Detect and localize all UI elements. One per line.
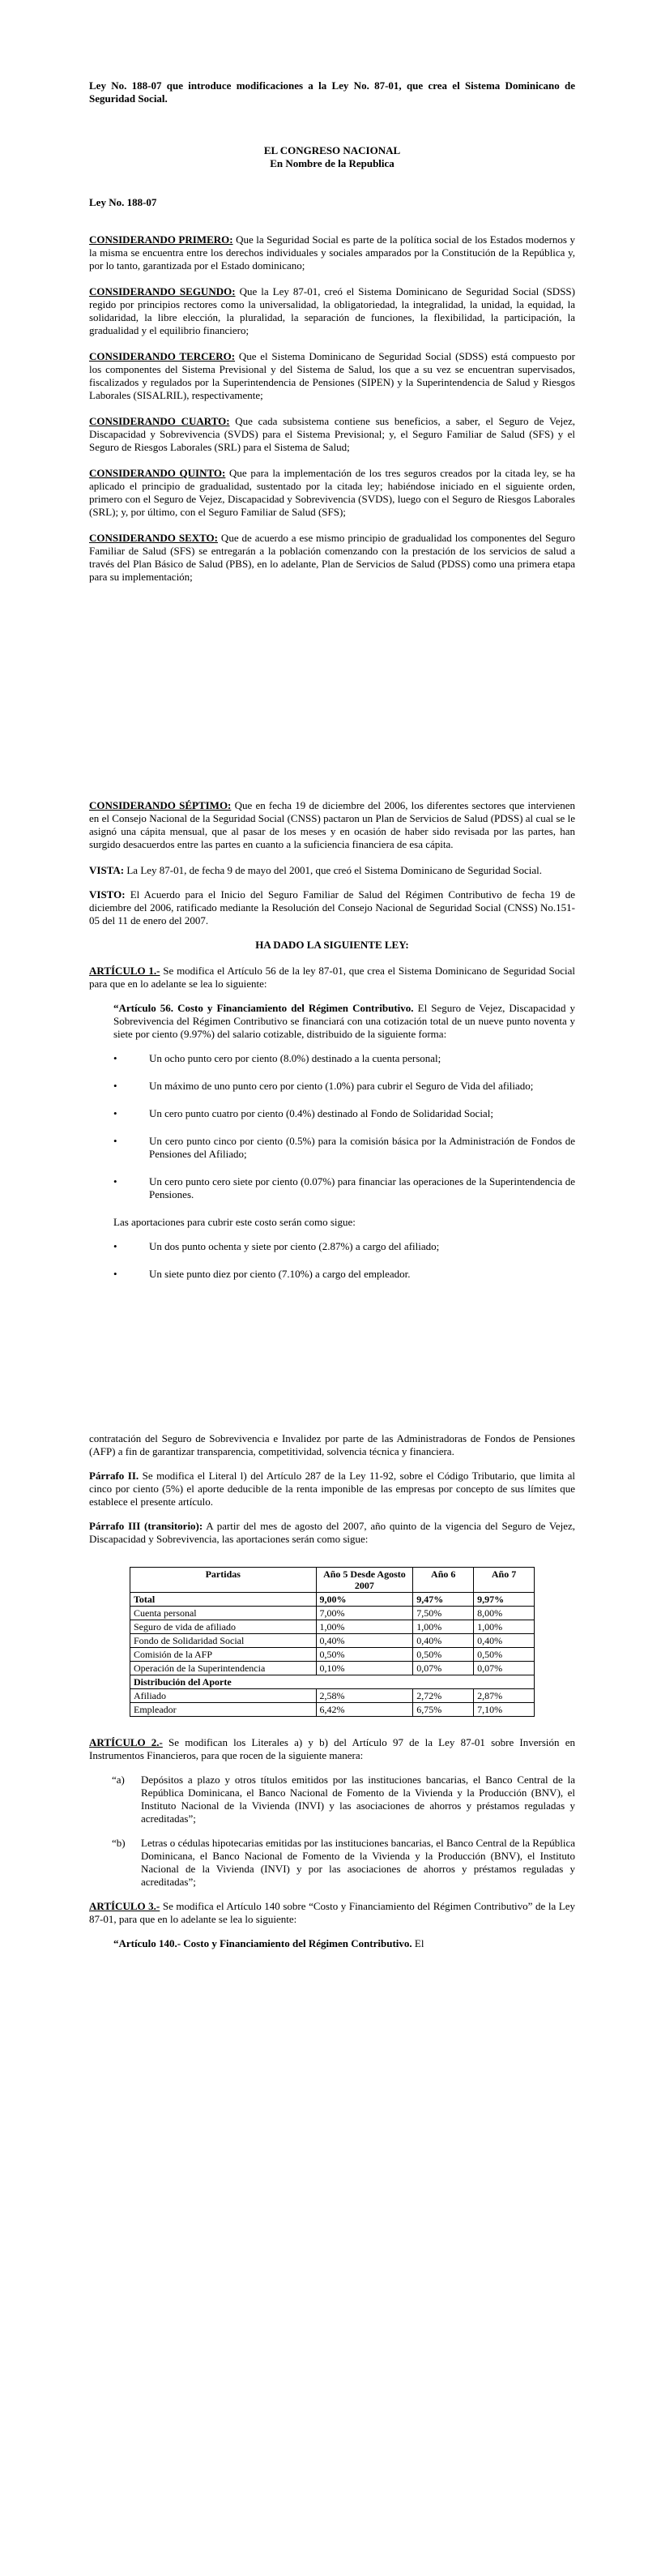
table-row: [130, 1607, 535, 1620]
considerando-sexto: [89, 532, 575, 584]
parrafo-2-text: Se modifica el Literal l) del Artículo 287 de la Ley 11-92, sobre el Código Tributario, que limita al cinco por ciento (5%) el aporte deducible de la renta imponible de las empresas por concepto de sus límites que establece el presente artículo.: [89, 1470, 576, 1508]
bullet-icon: •: [113, 1107, 117, 1119]
table-cell: Fondo de Solidaridad Social: [130, 1634, 317, 1648]
articulo-2: [89, 1736, 575, 1762]
table-cell: 2,87%: [474, 1689, 535, 1703]
articulo-56-quote: [113, 1002, 575, 1041]
distribution-list: [113, 1052, 575, 1201]
list-item-text: Un siete punto diez por ciento (7.10%) a cargo del empleador.: [149, 1268, 411, 1280]
parrafo-1-continuation: contratación del Seguro de Sobrevivencia e Invalidez por parte de las Administradoras de Fondos de Pensiones (AFP) a fin de garantizar transparencia, competitividad, solvencia técnica y financiera.: [89, 1432, 575, 1457]
considerando-label: CONSIDERANDO SÉPTIMO:: [89, 799, 232, 811]
articulo-2-text: Se modifican los Literales a) y b) del Artículo 97 de la Ley 87-01 sobre Inversión en Instrumentos Financieros, para que rocen de la siguiente manera:: [89, 1736, 575, 1761]
vista-text: La Ley 87-01, de fecha 9 de mayo del 2001, que creó el Sistema Dominicano de Seguridad Social.: [124, 864, 542, 876]
list-item-text: Un ocho punto cero por ciento (8.0%) destinado a la cuenta personal;: [149, 1052, 441, 1064]
table-cell: 2,58%: [316, 1689, 413, 1703]
vista-paragraph: [89, 864, 575, 877]
table-cell: Total: [130, 1593, 317, 1607]
table-cell: 0,07%: [413, 1662, 474, 1675]
considerando-primero: [89, 233, 575, 272]
table-section-row: [130, 1675, 535, 1689]
considerando-label: CONSIDERANDO SEGUNDO:: [89, 285, 236, 297]
table-cell: 9,47%: [413, 1593, 474, 1607]
considerando-text: Que la Seguridad Social es parte de la política social de los Estados modernos y la misma se encuentra entre los derechos individuales y sociales amparados por la Constitución de la República y, por lo tanto, garantizada por el Estado dominicano;: [89, 233, 575, 272]
considerando-segundo: [89, 285, 575, 337]
list-item-text: Un dos punto ochenta y siete por ciento (2.87%) a cargo del afiliado;: [149, 1240, 440, 1252]
list-item-text: Un cero punto cero siete por ciento (0.07%) para financiar las operaciones de la Superintendencia de Pensiones.: [149, 1175, 575, 1200]
articulo-56-text: El Seguro de Vejez, Discapacidad y Sobrevivencia del Régimen Contributivo se financiará con una cotización total de un nueve punto noventa y siete por ciento (9.97%) del salario cotizable, distribuido de la siguiente forma:: [113, 1002, 576, 1040]
considerando-quinto: [89, 467, 575, 519]
considerando-label: CONSIDERANDO PRIMERO:: [89, 233, 233, 246]
list-item: [113, 1107, 575, 1120]
aportes-list: [113, 1240, 575, 1281]
table-cell: 0,50%: [316, 1648, 413, 1662]
considerando-cuarto: [89, 415, 575, 454]
list-item: [113, 1080, 575, 1093]
literal-text: Letras o cédulas hipotecarias emitidas por las instituciones bancarias, el Banco Central de la República Dominicana, el Banco Nacional de Fomento de la Vivienda y la Producción (BNV), el Instituto Nacional de la Vivienda (INVI) y por las asociaciones de ahorros y préstamos reguladas y acreditadas”;: [141, 1837, 575, 1888]
bullet-icon: •: [113, 1268, 117, 1280]
congress-line-2: En Nombre de la Republica: [270, 157, 394, 169]
table-header-row: [130, 1568, 535, 1593]
parrafo-3-label: Párrafo III (transitorio):: [89, 1520, 203, 1532]
table-cell: 7,10%: [474, 1703, 535, 1717]
articulo-3-text: Se modifica el Artículo 140 sobre “Costo y Financiamiento del Régimen Contributivo” de la Ley 87-01, para que en lo adelante se lea lo siguiente:: [89, 1900, 576, 1925]
literal-label: “a): [112, 1774, 125, 1786]
articulo-2-label: ARTÍCULO 2.-: [89, 1736, 163, 1748]
articulo-140-title: “Artículo 140.- Costo y Financiamiento del Régimen Contributivo.: [113, 1937, 412, 1949]
visto-paragraph: [89, 888, 575, 927]
table-cell: Comisión de la AFP: [130, 1648, 317, 1662]
page-2: [0, 1288, 661, 2576]
table-cell: Seguro de vida de afiliado: [130, 1620, 317, 1634]
table-cell: 7,50%: [413, 1607, 474, 1620]
aportes-block: [113, 1216, 575, 1229]
document-title: Ley No. 188-07 que introduce modificaciones a la Ley No. 87-01, que crea el Sistema Dominicano de Seguridad Social.: [89, 79, 575, 105]
articulo-3: [89, 1900, 575, 1926]
table-row: [130, 1620, 535, 1634]
table-cell: 9,00%: [316, 1593, 413, 1607]
list-item: [113, 1268, 575, 1281]
visto-text: El Acuerdo para el Inicio del Seguro Familiar de Salud del Régimen Contributivo de fecha 19 de diciembre del 2006, ratificado mediante la Resolución del Consejo Nacional de Seguridad Social (CNSS) No.151-05 del 11 de enero del 2007.: [89, 888, 575, 926]
list-item: [113, 1240, 575, 1253]
table-cell: 1,00%: [413, 1620, 474, 1634]
table-cell: 0,50%: [474, 1648, 535, 1662]
page-1-content: [89, 79, 575, 1320]
list-item-text: Un cero punto cuatro por ciento (0.4%) destinado al Fondo de Solidaridad Social;: [149, 1107, 493, 1119]
bullet-icon: •: [113, 1175, 117, 1187]
considerando-text: Que la Ley 87-01, creó el Sistema Dominicano de Seguridad Social (SDSS) regido por principios rectores como la universalidad, la obligatoriedad, la integralidad, la unidad, la equidad, la solidaridad, la libre elección, la pluralidad, la separación de funciones, la flexibilidad, la participación, la gradualidad y el equilibrio financiero;: [89, 285, 575, 336]
page-2-content: [89, 1432, 575, 1962]
literal-text: Depósitos a plazo y otros títulos emitidos por las instituciones bancarias, el Banco Central de la República Dominicana, el Banco Nacional de Fomento de la Vivienda y la Producción (BNV), el Instituto Nacional de la Vivienda (INVI) y las asociaciones de ahorros y préstamos reguladas y acreditadas”;: [141, 1774, 575, 1825]
considerando-label: CONSIDERANDO QUINTO:: [89, 467, 226, 479]
considerando-text: Que cada subsistema contiene sus beneficios, a saber, el Seguro de Vejez, Discapacidad y Sobrevivencia (SVDS) para el Sistema Previsional; y, el Seguro Familiar de Salud (SFS) y el Seguro de Riesgos Laborales (SRL) para el Sistema de Salud;: [89, 415, 576, 453]
list-item-text: Un cero punto cinco por ciento (0.5%) para la comisión básica por la Administración de Fondos de Pensiones del Afiliado;: [149, 1135, 575, 1160]
articulo-1-text: Se modifica el Artículo 56 de la ley 87-01, que crea el Sistema Dominicano de Seguridad Social para que en lo adelante se lea lo siguiente:: [89, 965, 576, 990]
bullet-icon: •: [113, 1052, 117, 1064]
literal-a: [89, 1774, 575, 1825]
literal-b: [89, 1837, 575, 1889]
visto-label: VISTO:: [89, 888, 126, 901]
table-cell: 0,40%: [474, 1634, 535, 1648]
table-cell: 1,00%: [316, 1620, 413, 1634]
table-row: [130, 1703, 535, 1717]
law-number: Ley No. 188-07: [89, 196, 157, 208]
list-item: [113, 1052, 575, 1065]
considerando-text: Que el Sistema Dominicano de Seguridad Social (SDSS) está compuesto por los componentes del Sistema Previsional y del Sistema de Salud, los que a su vez se encuentran supervisados, fiscalizados y regulados por la Superintendencia de Pensiones (SIPEN) y la Superintendencia de Salud y Riesgos Laborales (SISALRIL), respectivamente;: [89, 350, 575, 401]
considerando-text: Que en fecha 19 de diciembre del 2006, los diferentes sectores que intervienen en el Consejo Nacional de la Seguridad Social (CNSS) pactaron un Plan de Servicios de Salud (PDSS) al cual se le asignó una cápita mensual, que al pasar de los meses y en ocasión de haber sido revisada por las partes, han surgido desacuerdos entre las partes en cuanto a la suficiencia financiera de esa cápita.: [89, 799, 575, 850]
table-cell: 0,40%: [413, 1634, 474, 1648]
list-item: [113, 1175, 575, 1201]
table-row: [130, 1634, 535, 1648]
articulo-1: [89, 965, 575, 991]
table-cell: 9,97%: [474, 1593, 535, 1607]
congress-line-1: EL CONGRESO NACIONAL: [263, 144, 401, 156]
considerando-label: CONSIDERANDO TERCERO:: [89, 350, 236, 362]
vista-label: VISTA:: [89, 864, 125, 876]
articulo-56-intro: [113, 1002, 575, 1041]
table-section-label: Distribución del Aporte: [130, 1675, 535, 1689]
table-row: [130, 1648, 535, 1662]
considerando-text: Que para la implementación de los tres seguros creados por la citada ley, se ha aplicado el principio de gradualidad, sustentado por la citada ley; habiéndose iniciado en el siguiente orden, primero con el Seguro de Vejez, Discapacidad y Sobrevivencia (SVDS), luego con el Seguro de Riesgos Laborales (SRL); y, por último, con el Seguro Familiar de Salud (SFS);: [89, 467, 575, 518]
considerando-label: CONSIDERANDO CUARTO:: [89, 415, 230, 427]
articulo-1-label: ARTÍCULO 1.-: [89, 965, 160, 977]
list-item-text: Un máximo de uno punto cero por ciento (1.0%) para cubrir el Seguro de Vida del afiliado;: [149, 1080, 534, 1092]
articulo-140-intro: [113, 1937, 575, 1950]
table-cell: 7,00%: [316, 1607, 413, 1620]
table-cell: 0,50%: [413, 1648, 474, 1662]
bullet-icon: •: [113, 1080, 117, 1092]
parrafo-2-label: Párrafo II.: [89, 1470, 139, 1482]
list-item: [113, 1135, 575, 1161]
column-header: Año 5 Desde Agosto 2007: [316, 1568, 413, 1593]
aportes-table: [130, 1567, 535, 1717]
column-header: Año 6: [413, 1568, 474, 1593]
parrafo-3: [89, 1520, 575, 1546]
parrafo-2: [89, 1470, 575, 1508]
table-cell: 0,40%: [316, 1634, 413, 1648]
table-cell: 2,72%: [413, 1689, 474, 1703]
column-header: Año 7: [474, 1568, 535, 1593]
articulo-56-title: “Artículo 56. Costo y Financiamiento del Régimen Contributivo.: [113, 1002, 414, 1014]
table-row: [130, 1689, 535, 1703]
page-blank-space: [89, 597, 575, 799]
table-cell: 1,00%: [474, 1620, 535, 1634]
bullet-icon: •: [113, 1240, 117, 1252]
column-header: Partidas: [130, 1568, 317, 1593]
table-cell: 0,07%: [474, 1662, 535, 1675]
literal-label: “b): [112, 1837, 126, 1849]
considerando-septimo: [89, 799, 575, 851]
aportes-intro: Las aportaciones para cubrir este costo serán como sigue:: [113, 1216, 356, 1228]
table-row: [130, 1662, 535, 1675]
considerando-text: Que de acuerdo a ese mismo principio de gradualidad los componentes del Seguro Familiar de Salud (SFS) se entregarán a la población comenzando con la prestación de los servicios de salud a través del Plan Básico de Salud (PBS), en lo adelante, Plan de Servicios de Salud (PDSS) como una primera etapa para su implementación;: [89, 532, 575, 583]
bullet-icon: •: [113, 1135, 117, 1147]
table-cell: 6,42%: [316, 1703, 413, 1717]
table-cell: 8,00%: [474, 1607, 535, 1620]
table-row: [130, 1593, 535, 1607]
table-cell: 6,75%: [413, 1703, 474, 1717]
articulo-140-quote: [113, 1937, 575, 1950]
congress-heading: [89, 144, 575, 170]
considerando-tercero: [89, 350, 575, 402]
considerando-label: CONSIDERANDO SEXTO:: [89, 532, 218, 544]
articulo-3-label: ARTÍCULO 3.-: [89, 1900, 160, 1912]
articulo-140-text: El: [412, 1937, 424, 1949]
table-cell: Afiliado: [130, 1689, 317, 1703]
table-cell: 0,10%: [316, 1662, 413, 1675]
table-cell: Empleador: [130, 1703, 317, 1717]
table-cell: Operación de la Superintendencia: [130, 1662, 317, 1675]
ha-dado-heading: HA DADO LA SIGUIENTE LEY:: [255, 939, 409, 951]
table-cell: Cuenta personal: [130, 1607, 317, 1620]
parrafo-3-text: A partir del mes de agosto del 2007, año quinto de la vigencia del Seguro de Vejez, Discapacidad y Sobrevivencia, las aportaciones serán como sigue:: [89, 1520, 575, 1545]
